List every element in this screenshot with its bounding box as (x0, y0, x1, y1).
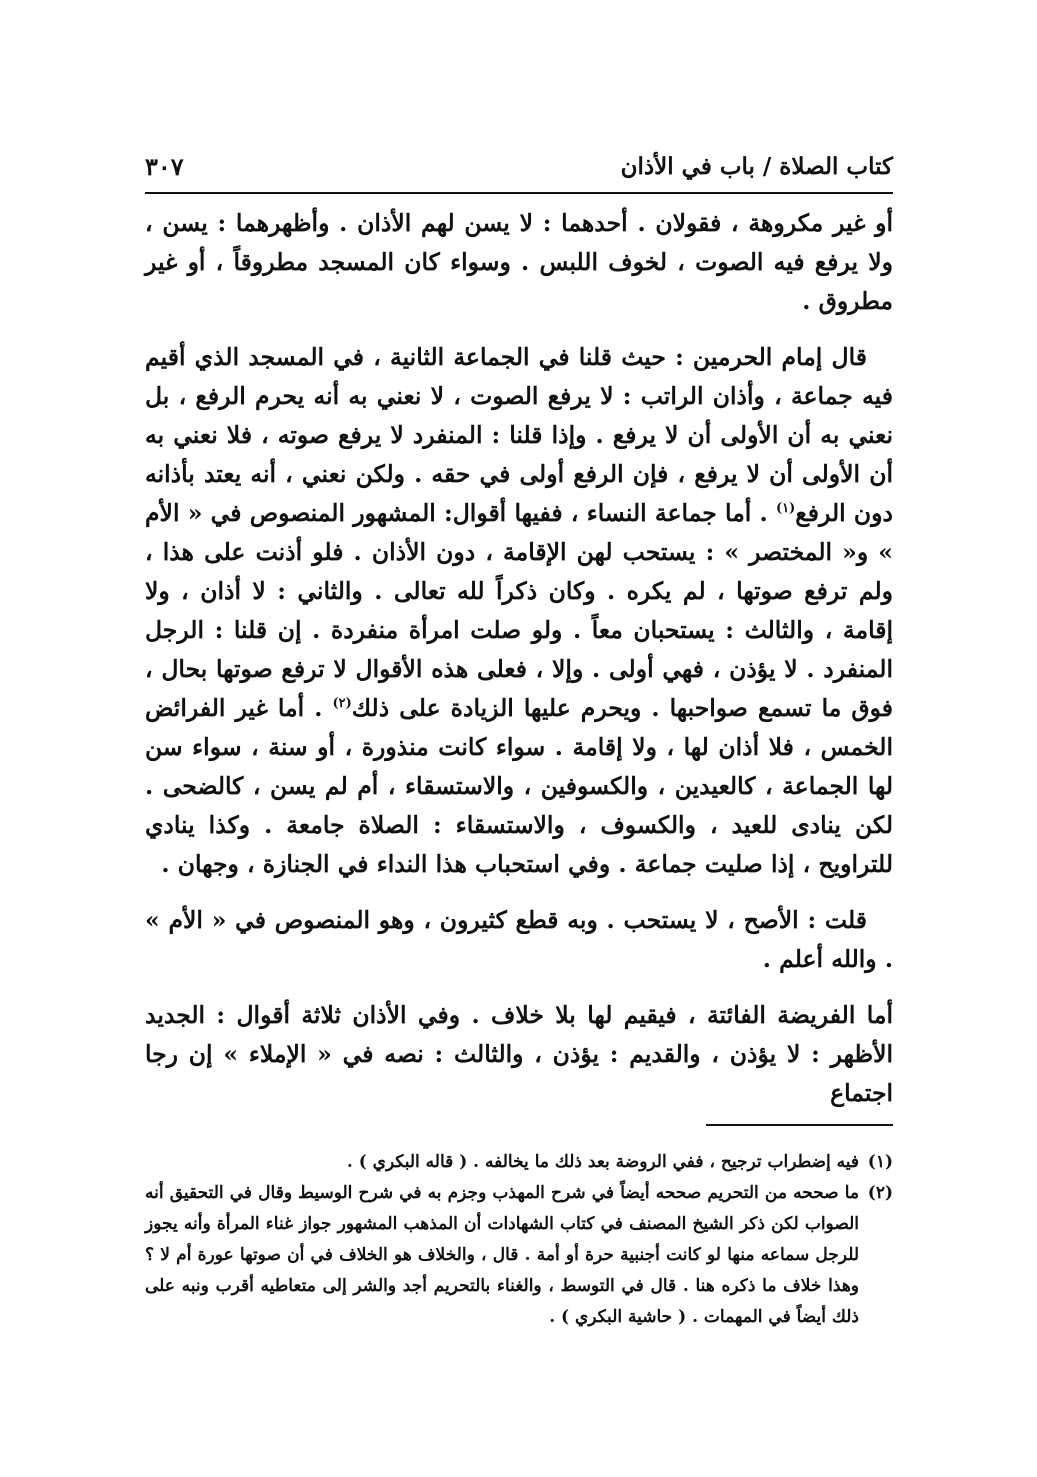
footnote (145, 1147, 893, 1178)
footnote-number: (١) (867, 1152, 893, 1172)
footnotes (145, 1147, 893, 1333)
footnote-marker: (٢) (332, 696, 352, 712)
footnote-text: فيه إضطراب ترجيح ، ففي الروضة بعد ذلك ما يخالفه . ( قاله البكري ) . (346, 1152, 859, 1172)
paragraph (145, 338, 893, 884)
paragraph-text: قال إمام الحرمين : حيث قلنا في الجماعة الثانية ، في المسجد الذي أقيم فيه جماعة ، وأذان الراتب : لا يرفع الصوت ، لا نعني به أنه يحرم الرفع ، بل نعني به أن الأولى أن لا يرفع . وإذا قلنا : المنفرد لا يرفع صوته ، فلا نعني به أن الأولى أن لا يرفع ، فإن الرفع أولى في حقه . ولكن نعني ، أنه يعتد بأذانه دون الرفع (145, 343, 894, 527)
footnote-number: (٢) (867, 1183, 893, 1203)
footnote-text: ما صححه من التحريم صححه أيضاً في شرح المهذب وجزم به في شرح الوسيط وقال في التحقيق أنه الصواب لكن ذكر الشيخ المصنف في كتاب الشهادات أن المذهب المشهور جواز غناء المرأة وأنه يجوز للرجل سماعه منها لو كانت أجنبية حرة أو أمة . قال ، والخلاف هو الخلاف في أن صوتها عورة أم لا ؟ وهذا خلاف ما ذكره هنا . قال في التوسط ، والغناء بالتحريم أجد والشر إلى متعاطيه أقرب ونبه على ذلك أيضاً في المهمات . ( حاشية البكري ) . (145, 1183, 859, 1327)
main-text (145, 204, 893, 1130)
page-number: ٣٠٧ (145, 151, 184, 181)
paragraph-text: . أما جماعة النساء ، ففيها أقوال: المشهور المنصوص في « الأم » و« المختصر » : يستحب لهن الإقامة ، دون الأذان . فلو أذنت على هذا ، ولم ترفع صوتها ، لم يكره . وكان ذكراً لله تعالى . والثاني : لا أذان ، ولا إقامة ، والثالث : يستحبان معاً . ولو صلت امرأة منفردة . إن قلنا : الرجل المنفرد . لا يؤذن ، فهي أولى . وإلا ، فعلى هذه الأقوال لا ترفع صوتها بحال ، فوق ما تسمع صواحبها . ويحرم عليها الزيادة على ذلك (145, 499, 894, 722)
running-title: كتاب الصلاة / باب في الأذان (620, 152, 893, 180)
paragraph (145, 204, 893, 321)
paragraph (145, 996, 893, 1113)
footnote (145, 1178, 893, 1333)
paragraph-text: أما الفريضة الفائتة ، فيقيم لها بلا خلاف . وفي الأذان ثلاثة أقوال : الجديد الأظهر : لا يؤذن ، والقديم : يؤذن ، والثالث : نصه في « الإملاء » إن رجا اجتماع (145, 1001, 893, 1107)
page-header (145, 140, 893, 194)
paragraph-text: أو غير مكروهة ، فقولان . أحدهما : لا يسن لهم الأذان . وأظهرهما : يسن ، ولا يرفع فيه الصوت ، لخوف اللبس . وسواء كان المسجد مطروقاً ، أو غير مطروق . (145, 209, 893, 315)
paragraph-text: قلت : الأصح ، لا يستحب . وبه قطع كثيرون ، وهو المنصوص في « الأم » . والله أعلم . (145, 906, 893, 973)
footnote-separator (706, 1124, 893, 1126)
footnote-marker: (١) (775, 501, 796, 517)
paragraph-text: . أما غير الفرائض الخمس ، فلا أذان لها ، ولا إقامة . سواء كانت منذورة ، أو سنة ، سواء سن لها الجماعة ، كالعيدين ، والكسوفين ، والاستسقاء ، أم لم يسن ، كالضحى . لكن ينادى للعيد ، والكسوف ، والاستسقاء : الصلاة جامعة . وكذا ينادي للتراويح ، إذا صليت جماعة . وفي استحباب هذا النداء في الجنازة ، وجهان . (145, 694, 893, 878)
paragraph (145, 901, 893, 979)
